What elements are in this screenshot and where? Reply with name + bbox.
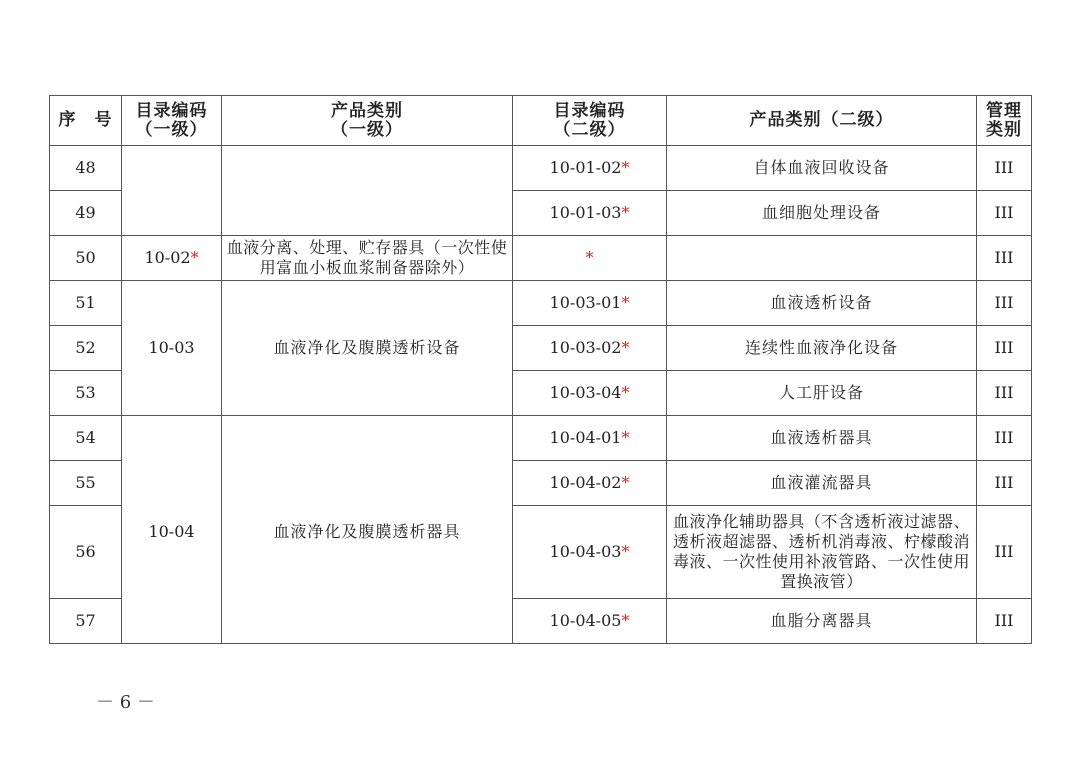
col-header-cat2: 产品类别（二级） — [667, 96, 977, 146]
code2-cell: 10-04-03* — [513, 506, 667, 599]
cat2-cell: 血液灌流器具 — [667, 461, 977, 506]
cat2-cell: 血液净化辅助器具（不含透析液过滤器、透析液超滤器、透析机消毒液、柠檬酸消毒液、一次性使用补液管路、一次性使用置换液管） — [667, 506, 977, 599]
cat2-cell: 人工肝设备 — [667, 371, 977, 416]
seq-cell: 49 — [50, 191, 122, 236]
mgmt-cell: III — [977, 461, 1032, 506]
seq-cell: 51 — [50, 281, 122, 326]
seq-cell: 52 — [50, 326, 122, 371]
table-row — [50, 236, 1032, 281]
mgmt-cell: III — [977, 506, 1032, 599]
mgmt-cell: III — [977, 146, 1032, 191]
mgmt-cell: III — [977, 599, 1032, 644]
col-header-seq: 序 号 — [50, 96, 122, 146]
col-header-cat1: 产品类别 （一级） — [222, 96, 513, 146]
code1-cell: 10-04 — [122, 416, 222, 644]
code2-cell: 10-03-01* — [513, 281, 667, 326]
seq-cell: 48 — [50, 146, 122, 191]
code1-cell — [122, 146, 222, 236]
col-header-mgmt: 管理 类别 — [977, 96, 1032, 146]
seq-cell: 56 — [50, 506, 122, 599]
seq-cell: 50 — [50, 236, 122, 281]
code2-cell: 10-01-02* — [513, 146, 667, 191]
catalog-table — [49, 95, 1032, 644]
mgmt-cell: III — [977, 416, 1032, 461]
code1-cell: 10-02* — [122, 236, 222, 281]
mgmt-cell: III — [977, 191, 1032, 236]
code2-cell: 10-04-01* — [513, 416, 667, 461]
header-row — [50, 96, 1032, 146]
cat2-cell: 连续性血液净化设备 — [667, 326, 977, 371]
code2-cell: 10-04-02* — [513, 461, 667, 506]
mgmt-cell: III — [977, 326, 1032, 371]
col-header-code1: 目录编码 （一级） — [122, 96, 222, 146]
seq-cell: 53 — [50, 371, 122, 416]
table-row — [50, 281, 1032, 326]
cat1-cell: 血液净化及腹膜透析器具 — [222, 416, 513, 644]
mgmt-cell: III — [977, 281, 1032, 326]
cat2-cell: 血液透析器具 — [667, 416, 977, 461]
code2-cell: 10-01-03* — [513, 191, 667, 236]
mgmt-cell: III — [977, 236, 1032, 281]
table-row — [50, 146, 1032, 191]
table-row — [50, 416, 1032, 461]
code1-cell: 10-03 — [122, 281, 222, 416]
code2-cell: 10-03-04* — [513, 371, 667, 416]
cat1-cell: 血液分离、处理、贮存器具（一次性使用富血小板血浆制备器除外） — [222, 236, 513, 281]
page-number: － 6 － — [96, 692, 155, 713]
seq-cell: 54 — [50, 416, 122, 461]
cat2-cell — [667, 236, 977, 281]
cat2-cell: 血脂分离器具 — [667, 599, 977, 644]
cat2-cell: 血液透析设备 — [667, 281, 977, 326]
cat1-cell: 血液净化及腹膜透析设备 — [222, 281, 513, 416]
code2-cell: 10-03-02* — [513, 326, 667, 371]
cat1-cell — [222, 146, 513, 236]
code2-cell: * — [513, 236, 667, 281]
col-header-code2: 目录编码 （二级） — [513, 96, 667, 146]
mgmt-cell: III — [977, 371, 1032, 416]
cat2-cell: 自体血液回收设备 — [667, 146, 977, 191]
seq-cell: 57 — [50, 599, 122, 644]
seq-cell: 55 — [50, 461, 122, 506]
cat2-cell: 血细胞处理设备 — [667, 191, 977, 236]
code2-cell: 10-04-05* — [513, 599, 667, 644]
